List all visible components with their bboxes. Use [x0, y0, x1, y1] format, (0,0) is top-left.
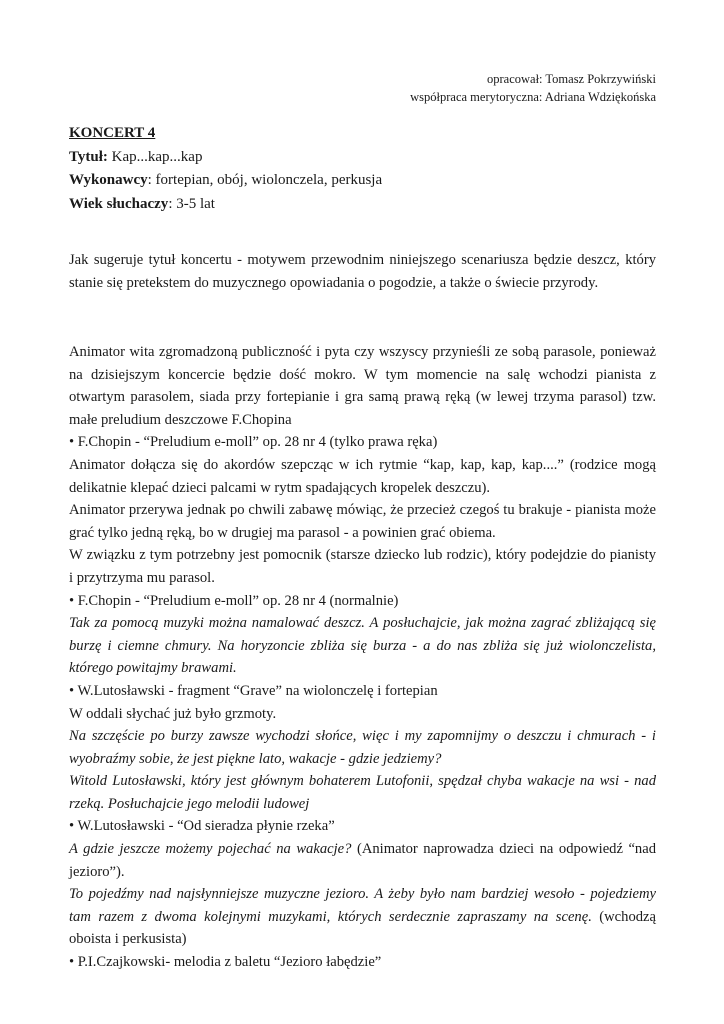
performers-label: Wykonawcy	[69, 172, 148, 188]
performers-line	[69, 169, 382, 193]
intro-paragraph: Jak sugeruje tytuł koncertu - motywem przewodnim niniejszego scenariusza będzie deszcz, który stanie się pretekstem do muzycznego opowiadania o pogodzie, a także o świecie przyrody.	[69, 252, 656, 291]
title-label: Tytuł:	[69, 148, 108, 165]
mixed-paragraph	[69, 838, 656, 883]
animator-speech: Tak za pomocą muzyki można namalować deszcz. A posłuchajcie, jak można zagrać zbliżającą się burzę i ciemne chmury. Na horyzoncie zbliża się burza - a do nas zbliża się już wiolonczelista, którego powitajmy brawami.	[69, 615, 656, 677]
piece-bullet: • F.Chopin - “Preludium e-moll” op. 28 nr 4 (normalnie)	[69, 590, 656, 613]
scenario-paragraph: W oddali słychać już było grzmoty.	[69, 705, 277, 722]
age-line	[69, 193, 382, 217]
concert-heading: KONCERT 4	[69, 125, 156, 141]
credits	[410, 70, 656, 106]
animator-speech: Witold Lutosławski, który jest głównym bohaterem Lutofonii, spędzał chyba wakacje na wsi - nad rzeką. Posłuchajcie jego melodii ludowej	[69, 773, 656, 812]
piece-bullet: • W.Lutosławski - fragment “Grave” na wiolonczelę i fortepian	[69, 680, 656, 703]
age-label: Wiek słuchaczy	[69, 195, 169, 212]
scenario-paragraph: Animator wita zgromadzoną publiczność i pyta czy wszyscy przynieśli ze sobą parasole, ponieważ na dzisiejszym koncercie będzie dość mokro. W tym momencie na salę wchodzi pianista z otwartym parasolem, siada przy fortepianie i gra samą prawą ręką (w lewej trzyma parasol) tzw. małe preludium deszczowe F.Chopina	[69, 344, 656, 428]
animator-speech: Na szczęście po burzy zawsze wychodzi słońce, więc i my zapomnijmy o deszczu i chmurach - i wyobraźmy sobie, że jest piękne lato, wakacje - gdzie jedziemy?	[69, 728, 656, 767]
piece-bullet: • W.Lutosławski - “Od sieradza płynie rzeka”	[69, 815, 656, 838]
piece-bullet: • P.I.Czajkowski- melodia z baletu “Jezioro łabędzie”	[69, 951, 656, 974]
scenario-paragraph: Animator dołącza się do akordów szepcząc w ich rytmie “kap, kap, kap, kap....” (rodzice mogą delikatnie klepać dzieci palcami w rytm spadających kropelek deszczu).	[69, 456, 656, 496]
mixed-paragraph	[69, 883, 656, 951]
age-value: : 3-5 lat	[168, 195, 215, 212]
performers-value: : fortepian, obój, wiolonczela, perkusja	[147, 172, 383, 188]
piece-bullet: • F.Chopin - “Preludium e-moll” op. 28 nr 4 (tylko prawa ręka)	[69, 431, 656, 454]
stage-direction: (Animator naprowadza dzieci na odpowiedź “nad jezioro”).	[69, 841, 657, 880]
collaboration-credit: współpraca merytoryczna: Adriana Wdziękońska	[410, 90, 656, 104]
concert-metadata	[69, 122, 382, 216]
scenario-paragraph: W związku z tym potrzebny jest pomocnik (starsze dziecko lub rodzic), który podejdzie do pianisty i przytrzyma mu parasol.	[69, 547, 656, 586]
title-line	[69, 146, 382, 170]
intro-section	[69, 249, 656, 294]
animator-speech: To pojedźmy nad najsłynniejsze muzyczne jezioro. A żeby było nam bardziej wesoło - pojedziemy tam razem z dwoma kolejnymi muzykami, których serdecznie zapraszamy na scenę.	[69, 886, 656, 925]
stage-direction: (wchodzą oboista i perkusista)	[69, 908, 656, 948]
animator-speech: A gdzie jeszcze możemy pojechać na wakacje?	[69, 841, 352, 858]
title-value: Kap...kap...kap	[107, 148, 203, 165]
scenario-paragraph: Animator przerywa jednak po chwili zabawę mówiąc, że przecież czegoś tu brakuje - pianista może grać tylko jedną ręką, bo w drugiej ma parasol - a powinien grać obiema.	[69, 502, 656, 541]
author-credit: opracował: Tomasz Pokrzywiński	[486, 72, 656, 86]
scenario-section	[69, 341, 656, 974]
